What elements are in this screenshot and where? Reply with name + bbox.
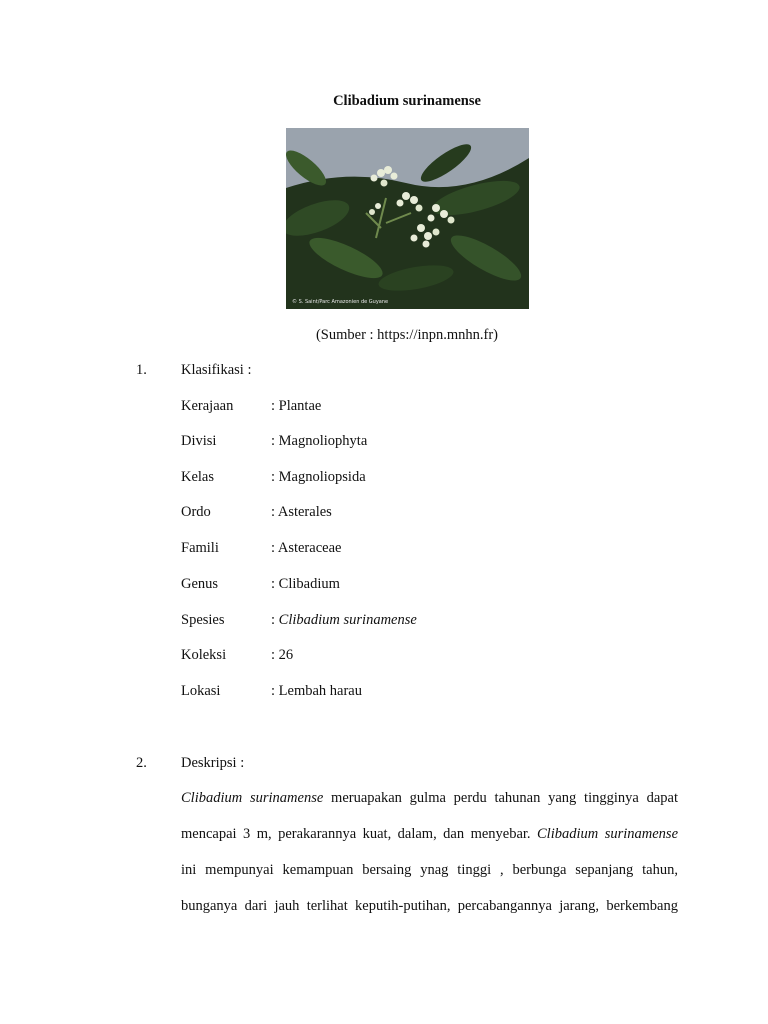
- row-key: Famili: [181, 540, 219, 556]
- species-name: Clibadium surinamense: [278, 612, 417, 628]
- row-key: Spesies: [181, 612, 225, 628]
- description-line: ini mempunyai kemampuan bersaing ynag tinggi , berbunga sepanjang tahun,: [181, 862, 678, 878]
- row-key: Lokasi: [181, 683, 221, 699]
- section-2-label: Deskripsi :: [181, 755, 245, 771]
- row-key: Koleksi: [181, 647, 227, 663]
- plant-photo: [286, 128, 529, 309]
- row-key: Divisi: [181, 433, 217, 449]
- description-text: meruapakan gulma perdu tahunan yang tingginya dapat: [323, 790, 678, 806]
- description-text: mencapai 3 m, perakarannya kuat, dalam, dan menyebar.: [181, 826, 538, 842]
- row-value: [271, 612, 417, 629]
- row-value-prefix: :: [271, 612, 279, 628]
- section-1-number: 1.: [136, 362, 147, 378]
- description-line: bunganya dari jauh terlihat keputih-putihan, percabangannya jarang, berkembang: [181, 898, 678, 914]
- row-key: Ordo: [181, 504, 211, 520]
- description-line: [181, 790, 678, 807]
- photo-credit: © S. Saint/Parc Amazonien de Guyane: [292, 299, 389, 305]
- plant-photo-illustration: [286, 128, 529, 309]
- row-value: : Lembah harau: [271, 683, 362, 699]
- row-key: Kelas: [181, 469, 215, 485]
- row-key: Kerajaan: [181, 398, 234, 414]
- source-caption: (Sumber : https://inpn.mnhn.fr): [315, 327, 499, 343]
- section-1-label: Klasifikasi :: [181, 362, 252, 378]
- row-value: : Asteraceae: [271, 540, 342, 556]
- row-value: : Clibadium: [271, 576, 340, 592]
- description-line: [181, 826, 678, 843]
- row-key: Genus: [181, 576, 219, 592]
- species-name: Clibadium surinamense: [181, 790, 324, 806]
- document-title: Clibadium surinamense: [333, 93, 481, 109]
- row-value: : Magnoliopsida: [271, 469, 366, 485]
- species-name: Clibadium surinamense: [537, 826, 679, 842]
- row-value: : Asterales: [271, 504, 332, 520]
- row-value: : Plantae: [271, 398, 322, 414]
- section-2-number: 2.: [136, 755, 147, 771]
- row-value: : 26: [271, 647, 294, 663]
- row-value: : Magnoliophyta: [271, 433, 368, 449]
